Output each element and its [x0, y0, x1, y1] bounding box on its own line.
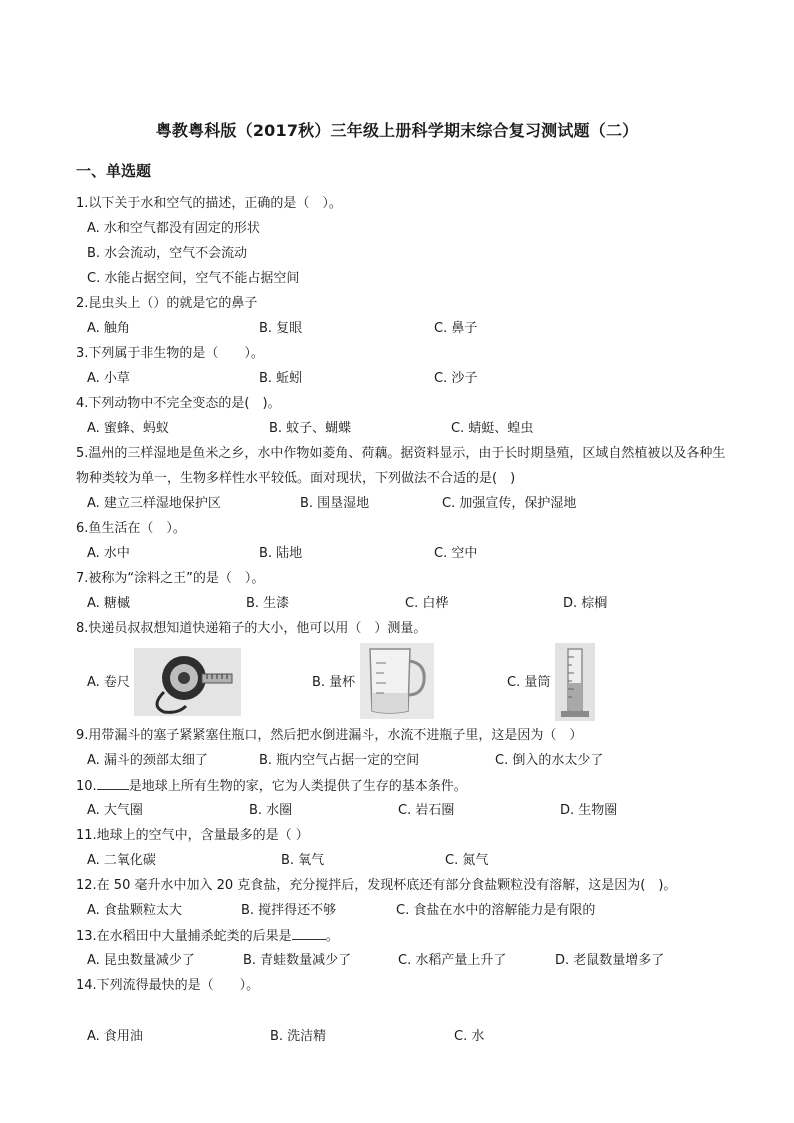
q9-option-b[interactable]: B. 瓶内空气占据一定的空间	[259, 753, 420, 768]
q5-option-b[interactable]: B. 围垦湿地	[300, 496, 370, 511]
q10-option-c[interactable]: C. 岩石圈	[398, 803, 455, 818]
q3-option-a[interactable]: A. 小草	[87, 371, 130, 386]
q4-option-c[interactable]: C. 蜻蜓、蝗虫	[451, 421, 534, 436]
q6-option-a[interactable]: A. 水中	[87, 546, 130, 561]
question-6-stem: 6.鱼生活在（ ）。	[76, 521, 186, 536]
q3-option-c[interactable]: C. 沙子	[434, 371, 478, 386]
graduated-cylinder-icon	[555, 643, 595, 721]
q7-option-a[interactable]: A. 糖槭	[87, 596, 130, 611]
q7-option-b[interactable]: B. 生漆	[246, 596, 290, 611]
q10-text: 是地球上所有生物的家，它为人类提供了生存的基本条件。	[128, 779, 467, 794]
q8-option-c[interactable]: C. 量筒	[507, 675, 551, 690]
q14-option-c[interactable]: C. 水	[454, 1029, 485, 1044]
q7-option-d[interactable]: D. 棕榈	[563, 596, 608, 611]
question-12-stem: 12.在 50 毫升水中加入 20 克食盐，充分搅拌后，发现杯底还有部分食盐颗粒没有溶解，这是因为( )。	[76, 878, 677, 893]
question-3-stem: 3.下列属于非生物的是（ ）。	[76, 346, 264, 361]
q12-option-c[interactable]: C. 食盐在水中的溶解能力是有限的	[396, 903, 596, 918]
q14-option-a[interactable]: A. 食用油	[87, 1029, 143, 1044]
q4-option-b[interactable]: B. 蚊子、蝴蝶	[269, 421, 352, 436]
q7-option-c[interactable]: C. 白桦	[405, 596, 449, 611]
q11-option-b[interactable]: B. 氧气	[281, 853, 325, 868]
q2-option-b[interactable]: B. 复眼	[259, 321, 303, 336]
question-10-stem	[76, 777, 467, 796]
q1-option-b[interactable]: B. 水会流动，空气不会流动	[87, 246, 248, 261]
question-1-stem: 1.以下关于水和空气的描述，正确的是（ ）。	[76, 196, 342, 211]
q13-end: 。	[325, 929, 339, 944]
q1-option-a[interactable]: A. 水和空气都没有固定的形状	[87, 221, 260, 236]
q5-option-a[interactable]: A. 建立三样湿地保护区	[87, 496, 221, 511]
q10-option-a[interactable]: A. 大气圈	[87, 803, 143, 818]
q3-option-b[interactable]: B. 蚯蚓	[259, 371, 303, 386]
q10-option-b[interactable]: B. 水圈	[249, 803, 293, 818]
q2-option-c[interactable]: C. 鼻子	[434, 321, 478, 336]
page-title: 粤教粤科版（2017秋）三年级上册科学期末综合复习测试题（二）	[155, 121, 639, 140]
q13-option-c[interactable]: C. 水稻产量上升了	[398, 953, 507, 968]
q1-option-c[interactable]: C. 水能占据空间，空气不能占据空间	[87, 271, 300, 286]
q13-text: 13.在水稻田中大量捕杀蛇类的后果是	[76, 929, 292, 944]
q13-option-d[interactable]: D. 老鼠数量增多了	[555, 953, 665, 968]
q8-option-a[interactable]: A. 卷尺	[87, 675, 130, 690]
question-5-stem: 5.温州的三样湿地是鱼米之乡，水中作物如菱角、荷藕。据资料显示，由于长时期垦殖，区域自然植被以及各种生物种类较为单一，生物多样性水平较低。面对现状，下列做法不合适的是( )	[76, 446, 726, 486]
question-14-stem: 14.下列流得最快的是（ ）。	[76, 978, 260, 993]
question-9-stem: 9.用带漏斗的塞子紧紧塞住瓶口，然后把水倒进漏斗，水流不进瓶子里，这是因为（ ）	[76, 728, 583, 743]
q11-option-c[interactable]: C. 氮气	[445, 853, 489, 868]
q10-number: 10.	[76, 779, 97, 794]
q14-option-b[interactable]: B. 洗洁精	[270, 1029, 327, 1044]
q2-option-a[interactable]: A. 触角	[87, 321, 130, 336]
question-7-stem: 7.被称为“涂料之王”的是（ ）。	[76, 571, 265, 586]
question-11-stem: 11.地球上的空气中，含量最多的是（ ）	[76, 828, 309, 843]
q13-option-a[interactable]: A. 昆虫数量减少了	[87, 953, 195, 968]
question-4-stem: 4.下列动物中不完全变态的是( )。	[76, 396, 281, 411]
q12-option-b[interactable]: B. 搅拌得还不够	[241, 903, 337, 918]
q13-option-b[interactable]: B. 青蛙数量减少了	[243, 953, 352, 968]
section-heading: 一、单选题	[76, 162, 152, 180]
q9-option-c[interactable]: C. 倒入的水太少了	[495, 753, 604, 768]
q6-option-c[interactable]: C. 空中	[434, 546, 478, 561]
q9-option-a[interactable]: A. 漏斗的颈部太细了	[87, 753, 208, 768]
q4-option-a[interactable]: A. 蜜蜂、蚂蚁	[87, 421, 169, 436]
question-2-stem: 2.昆虫头上（）的就是它的鼻子	[76, 296, 258, 311]
tape-measure-icon	[134, 648, 241, 716]
q8-option-b[interactable]: B. 量杯	[312, 675, 356, 690]
q12-option-a[interactable]: A. 食盐颗粒太大	[87, 903, 182, 918]
question-13-stem	[76, 927, 339, 946]
q6-option-b[interactable]: B. 陆地	[259, 546, 303, 561]
q11-option-a[interactable]: A. 二氧化碳	[87, 853, 156, 868]
q10-option-d[interactable]: D. 生物圈	[560, 803, 618, 818]
q10-blank	[97, 777, 129, 790]
q13-blank	[292, 927, 326, 940]
measuring-cup-icon	[360, 643, 434, 719]
question-8-stem: 8.快递员叔叔想知道快递箱子的大小，他可以用（ ）测量。	[76, 621, 427, 636]
q5-option-c[interactable]: C. 加强宣传，保护湿地	[442, 496, 577, 511]
